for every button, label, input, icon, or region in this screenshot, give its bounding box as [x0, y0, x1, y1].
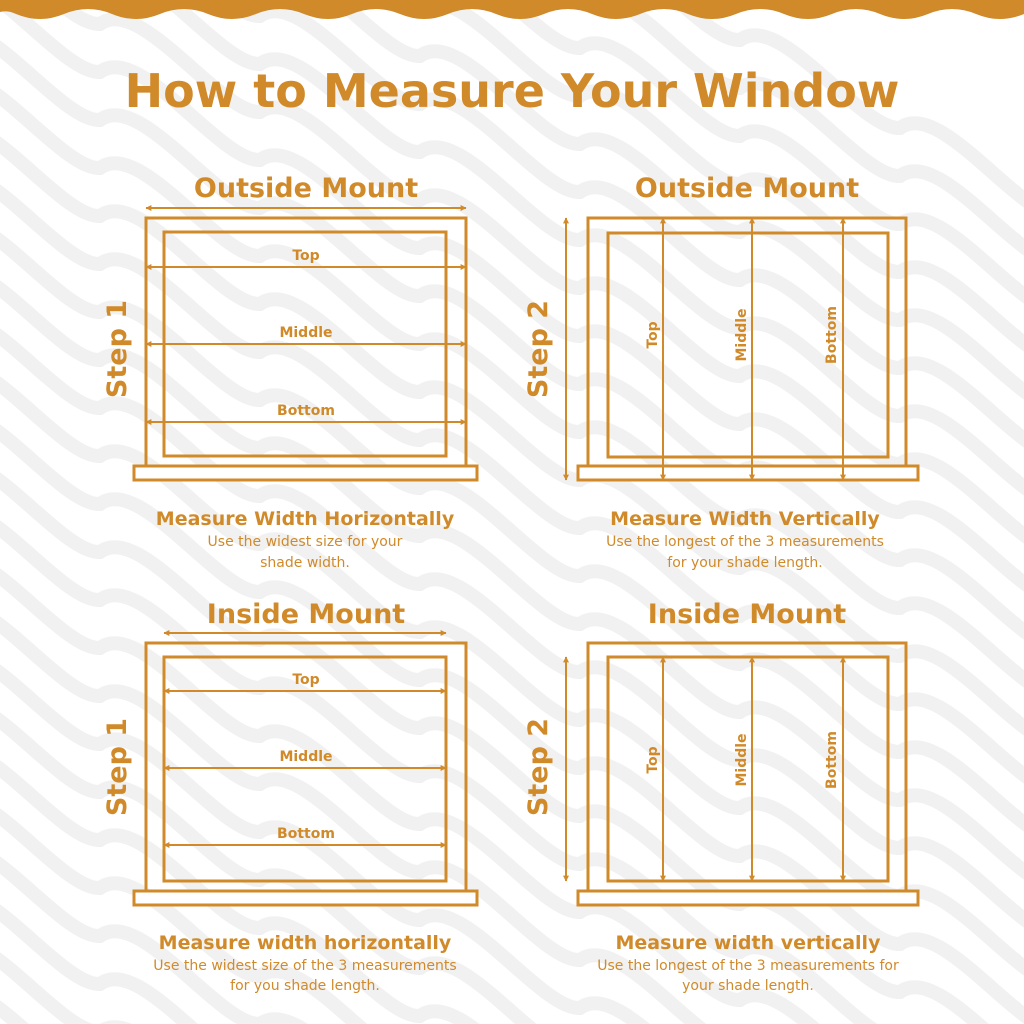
mount-heading: Outside Mount	[193, 173, 419, 204]
caption-line-2: for your shade length.	[667, 555, 823, 571]
caption-line-2: your shade length.	[682, 978, 814, 994]
bottom-label: Bottom	[277, 403, 335, 419]
top-label: Top	[645, 321, 661, 349]
caption-line-1: Use the longest of the 3 measurements	[606, 534, 884, 550]
bottom-label: Bottom	[824, 306, 840, 364]
caption-line-1: Use the longest of the 3 measurements for	[597, 958, 899, 974]
top-wave-banner	[0, 0, 1024, 19]
middle-label: Middle	[734, 308, 750, 362]
window-sill	[134, 891, 477, 905]
step-label: Step 2	[523, 299, 554, 399]
caption-line-1: Use the widest size of the 3 measurements	[153, 958, 457, 974]
bottom-label: Bottom	[824, 731, 840, 789]
caption-heading: Measure Width Vertically	[610, 508, 880, 530]
window-sill	[578, 466, 918, 480]
mount-heading: Outside Mount	[634, 173, 860, 204]
top-label: Top	[292, 248, 320, 264]
mount-heading: Inside Mount	[206, 599, 406, 630]
window-sill	[134, 466, 477, 480]
bottom-label: Bottom	[277, 826, 335, 842]
caption-line-1: Use the widest size for your	[207, 534, 403, 550]
middle-label: Middle	[279, 749, 333, 765]
caption-line-2: shade width.	[260, 555, 350, 571]
top-label: Top	[645, 746, 661, 774]
step-label: Step 1	[102, 299, 133, 399]
mount-heading: Inside Mount	[647, 599, 847, 630]
middle-label: Middle	[734, 733, 750, 787]
window-sill	[578, 891, 918, 905]
caption-heading: Measure Width Horizontally	[155, 508, 455, 530]
step-label: Step 1	[102, 717, 133, 817]
middle-label: Middle	[279, 325, 333, 341]
top-label: Top	[292, 672, 320, 688]
caption-line-2: for you shade length.	[230, 978, 380, 994]
caption-heading: Measure width horizontally	[158, 932, 452, 954]
step-label: Step 2	[523, 717, 554, 817]
page-title: How to Measure Your Window	[124, 64, 900, 118]
caption-heading: Measure width vertically	[615, 932, 881, 954]
